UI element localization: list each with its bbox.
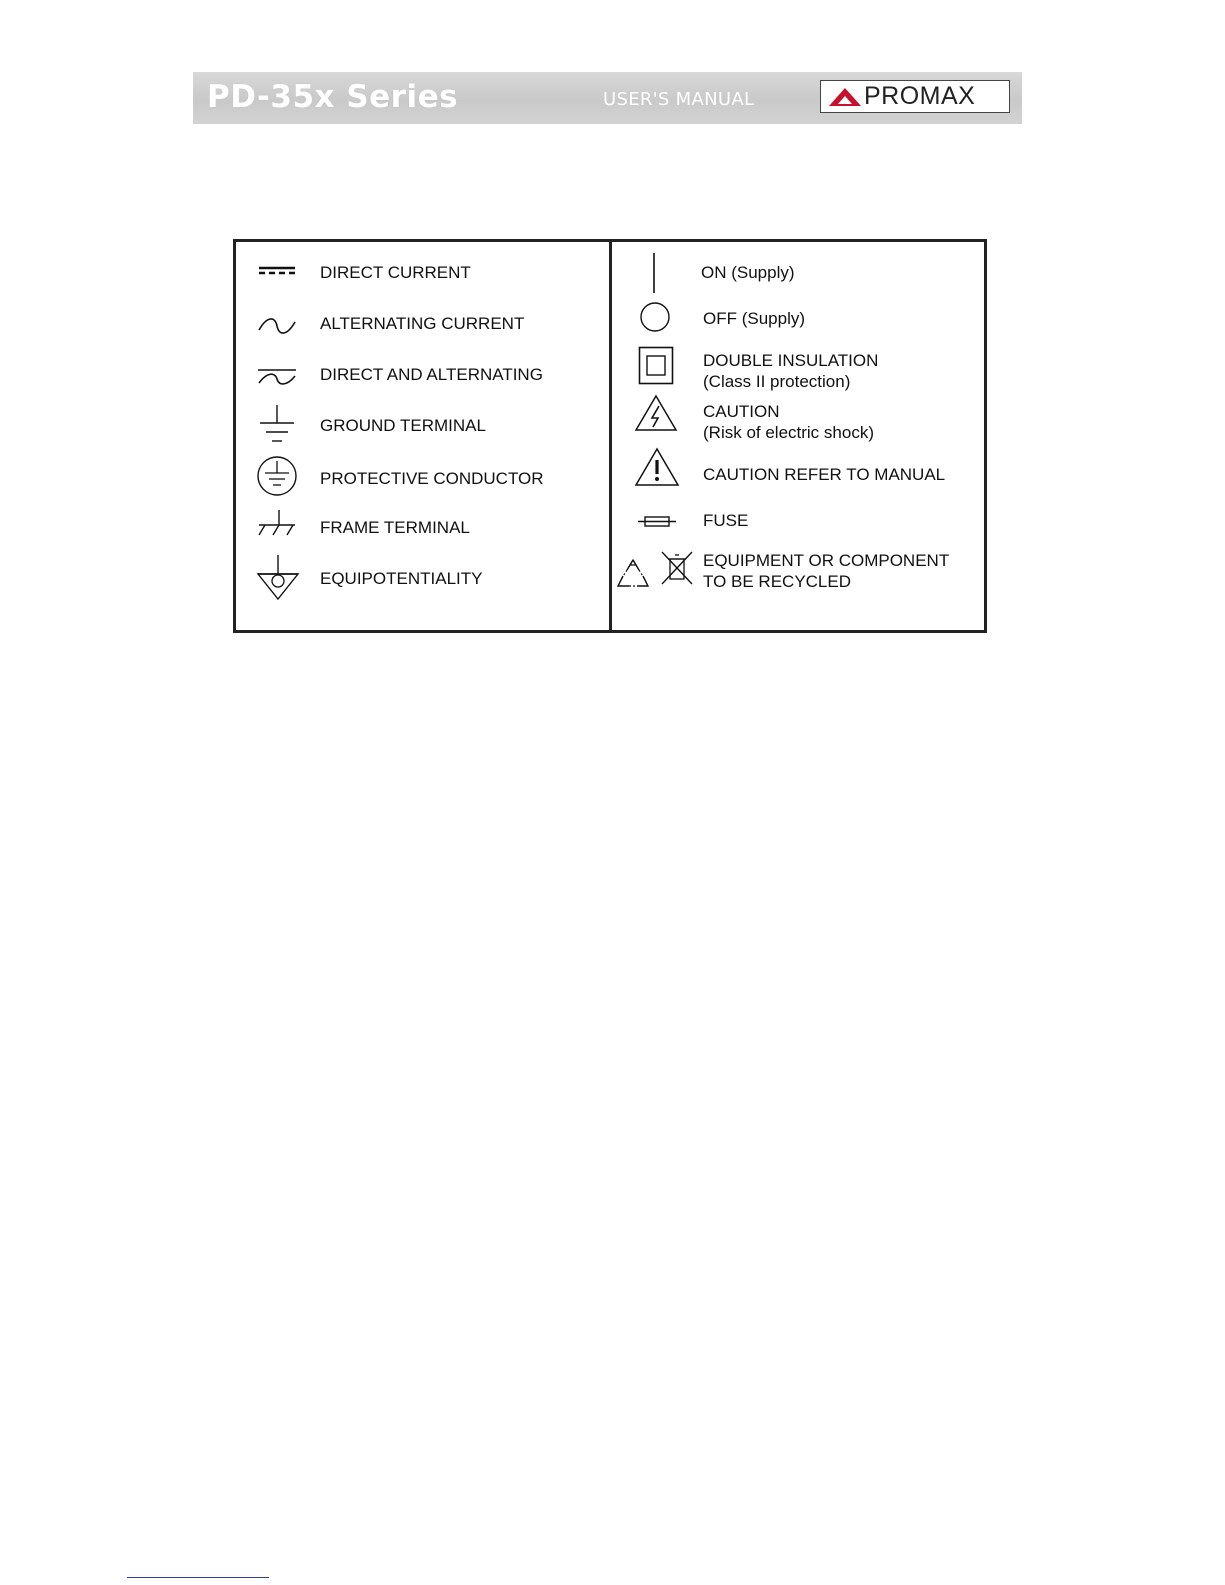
- electric-shock-caution-label: [703, 401, 874, 443]
- page-header: [193, 72, 1022, 124]
- off-supply-icon: [638, 300, 672, 334]
- direct-current-icon: [258, 266, 296, 276]
- recycle-label: [703, 550, 949, 592]
- crossed-bin-icon: [660, 550, 694, 586]
- logo-text: PROMAX: [864, 82, 976, 110]
- double-insulation-icon: [638, 346, 674, 386]
- manual-title: USER'S MANUAL: [603, 89, 755, 110]
- recycle-line2: TO BE RECYCLED: [703, 572, 852, 591]
- direct-and-alternating-icon: [257, 368, 297, 388]
- double-insulation-line1: DOUBLE INSULATION: [703, 351, 879, 370]
- alternating-current-label: ALTERNATING CURRENT: [320, 314, 525, 333]
- off-supply-label: OFF (Supply): [703, 309, 806, 328]
- double-insulation-line2: (Class II protection): [703, 372, 851, 391]
- direct-current-label: DIRECT CURRENT: [320, 263, 471, 282]
- frame-terminal-label: FRAME TERMINAL: [320, 518, 470, 537]
- fuse-label: FUSE: [703, 511, 749, 530]
- recycle-line1: EQUIPMENT OR COMPONENT: [703, 551, 950, 570]
- promax-triangle-icon: [828, 87, 862, 107]
- equipotentiality-label: EQUIPOTENTIALITY: [320, 569, 483, 588]
- on-supply-icon: [650, 252, 658, 294]
- fuse-icon: [637, 515, 677, 529]
- footer-rule: [127, 1577, 269, 1578]
- promax-logo: [820, 80, 1010, 113]
- caution-manual-icon: [634, 447, 680, 487]
- direct-and-alternating-label: DIRECT AND ALTERNATING: [320, 365, 543, 384]
- protective-conductor-label: PROTECTIVE CONDUCTOR: [320, 469, 544, 488]
- electric-shock-line2: (Risk of electric shock): [703, 423, 874, 442]
- electric-shock-caution-icon: [634, 394, 678, 432]
- series-title: PD-35x Series: [207, 79, 459, 115]
- double-insulation-label: [703, 350, 878, 392]
- ground-terminal-icon: [258, 404, 296, 446]
- equipotentiality-icon: [255, 554, 301, 602]
- protective-conductor-icon: [255, 454, 299, 498]
- electric-shock-line1: CAUTION: [703, 402, 780, 421]
- symbols-table: [233, 239, 987, 633]
- on-supply-label: ON (Supply): [701, 263, 795, 282]
- alternating-current-icon: [257, 318, 297, 334]
- frame-terminal-icon: [255, 508, 299, 538]
- column-divider: [609, 242, 612, 630]
- caution-manual-label: CAUTION REFER TO MANUAL: [703, 465, 946, 484]
- recycle-icon: [614, 556, 652, 592]
- ground-terminal-label: GROUND TERMINAL: [320, 416, 486, 435]
